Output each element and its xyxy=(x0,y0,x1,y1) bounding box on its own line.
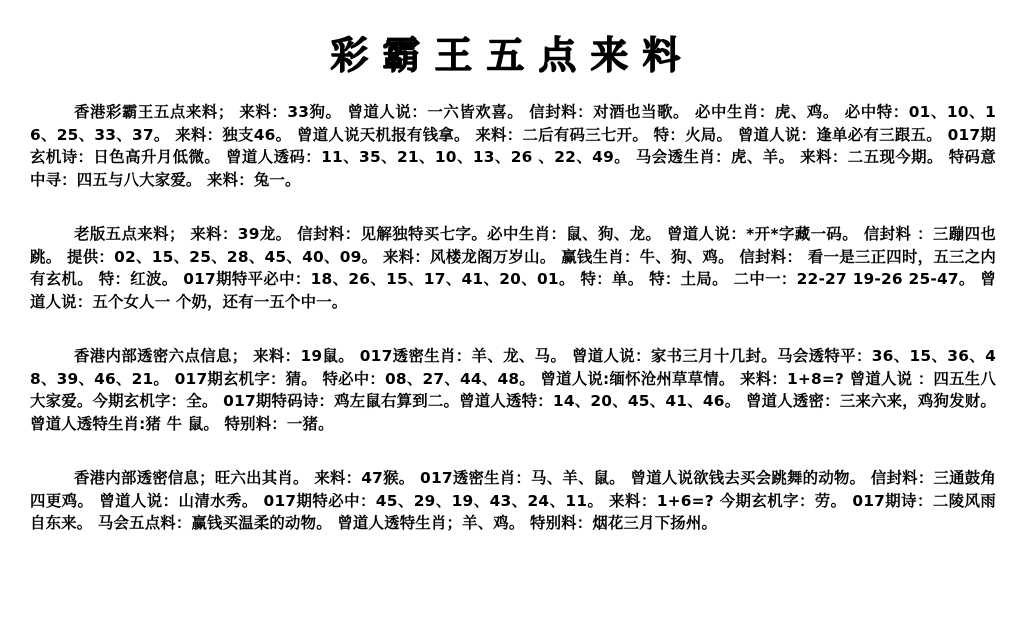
paragraph-neibu-liudian: 香港内部透密六点信息； 来料：19鼠。 017透密生肖：羊、龙、马。 曾道人说：家书三月十几封。马会透特平：36、15、36、48、39、46、21。 017期玄机字：猜。 特必中：08、27、44、48。 曾道人说:缅怀沧州草草情。 来料：1+8=? 曾道人说 ：四五生八大家爱。今期玄机字：全。 017期特码诗：鸡左鼠右算到二。曾道人透特：14、20、45、41、46。 曾道人透密：三来六来，鸡狗发财。 曾道人透特生肖:猪 牛 鼠。 特别料：一猪。 xyxy=(30,347,996,433)
paragraph-laoban: 老版五点来料； 来料：39龙。 信封料：见解独特买七字。必中生肖：鼠、狗、龙。 曾道人说：*开*字藏一码。 信封料 ：三蹦四也跳。 提供：02、15、25、28、45、40、09。 来料：风楼龙阁万岁山。 赢钱生肖：牛、狗、鸡。 信封料： 看一是三正四时，五三之内有玄机。 特：红波。 017期特平必中：18、26、15、17、41、20、01。 特：单。 特：土局。 二中一：22-27 19-26 25-47。 曾道人说：五个女人一 个奶，还有一五个中一。 xyxy=(30,225,996,311)
article-body xyxy=(30,101,996,567)
paragraph-caibawang: 香港彩霸王五点来料； 来料：33狗。 曾道人说：一六皆欢喜。 信封料：对酒也当歌。 必中生肖：虎、鸡。 必中特：01、10、16、25、33、37。 来料：独支46。 曾道人说天机报有钱拿。 来料：二后有码三七开。 特：火局。 曾道人说：逢单必有三跟五。 017期玄机诗：日色高升月低微。 曾道人透码：11、35、21、10、13、26 、22、49。 马会透生肖：虎、羊。 来料：二五现今期。 特码意中寻：四五与八大家爱。 来料：兔一。 xyxy=(30,103,996,189)
page-title: 彩霸王五点来料 xyxy=(329,32,694,77)
paragraph-neibu-toumi: 香港内部透密信息；旺六出其肖。 来料：47猴。 017透密生肖：马、羊、鼠。 曾道人说欲钱去买会跳舞的动物。 信封料：三通鼓角四更鸡。 曾道人说：山清水秀。 017期特必中：45、29、19、43、24、11。 来料：1+6=? 今期玄机字：劳。 017期诗：二陵风雨自东来。 马会五点料：赢钱买温柔的动物。 曾道人透特生肖；羊、鸡。 特别料：烟花三月下扬州。 xyxy=(30,469,996,532)
